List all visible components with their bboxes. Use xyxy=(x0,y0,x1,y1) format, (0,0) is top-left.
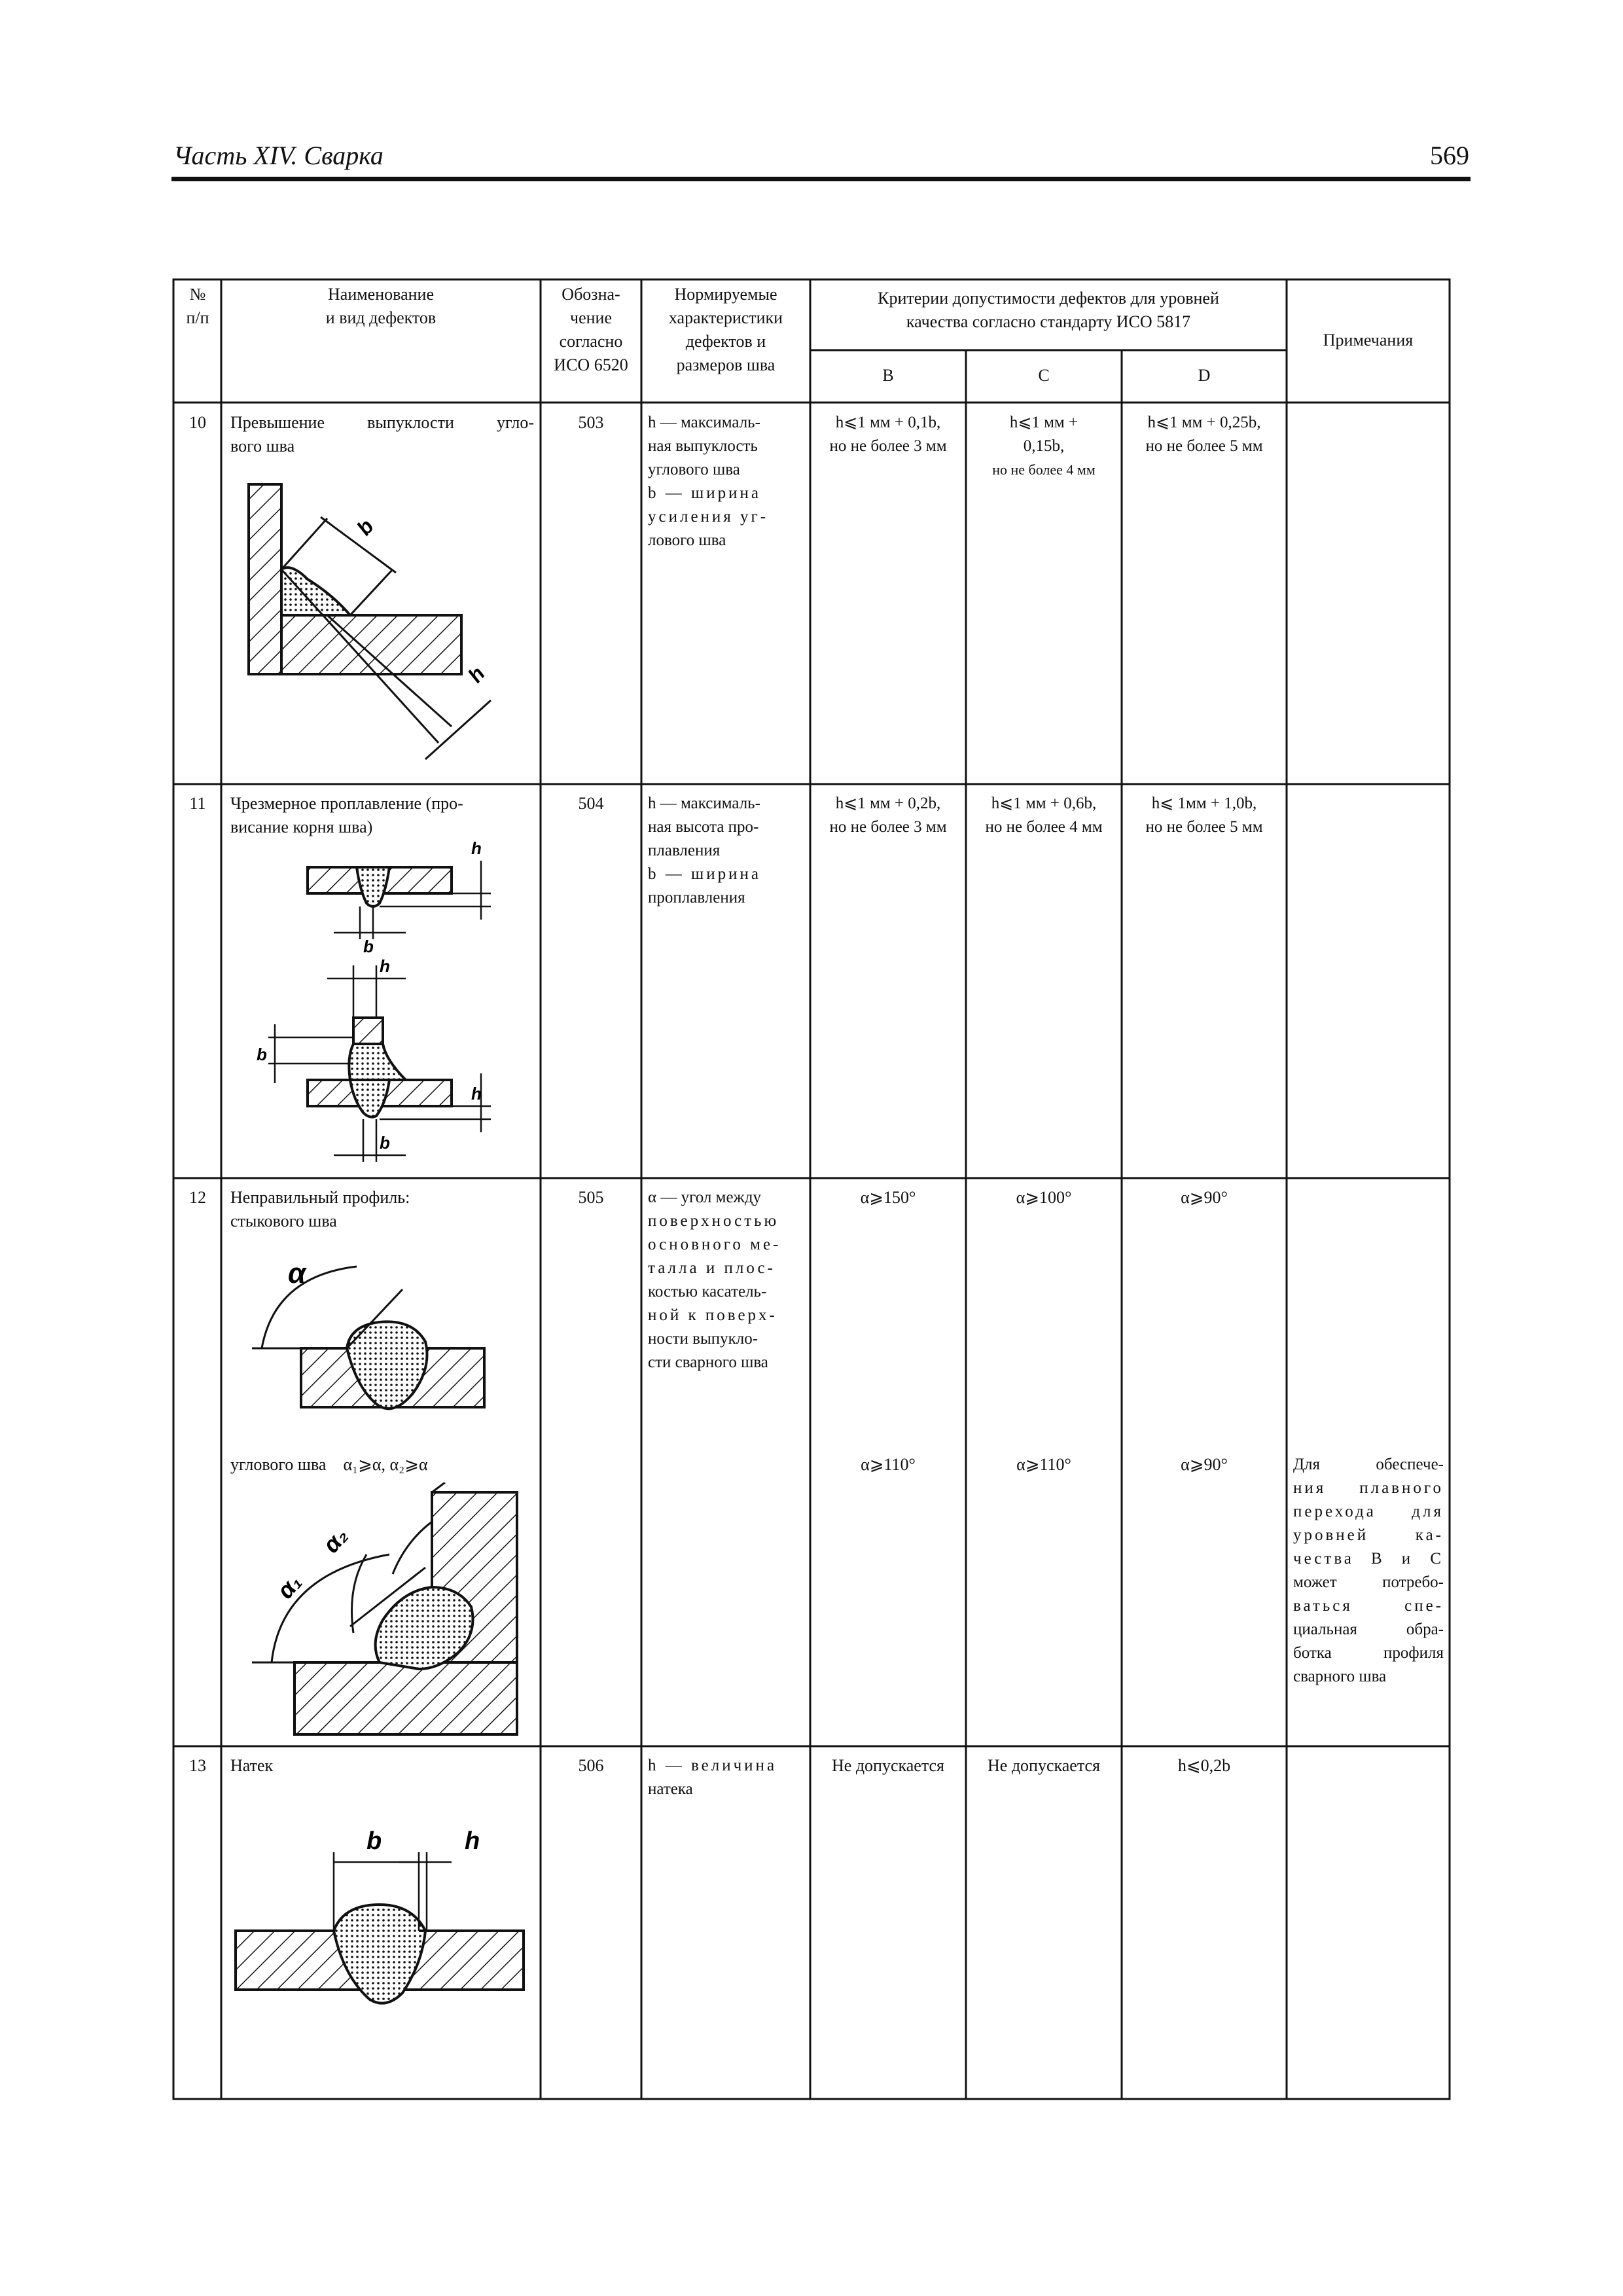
fig12a-label-alpha: α xyxy=(288,1257,306,1289)
row-12-sub-c: α⩾110° xyxy=(1016,1455,1071,1474)
fig11c-label-b: b xyxy=(380,1133,390,1153)
row-10-norm: h — максималь- ная выпуклость углового шва b — ширина усиления уг- лового шва xyxy=(648,414,769,549)
row-13-code: 506 xyxy=(578,1756,604,1775)
fig13-label-h: h xyxy=(465,1827,480,1855)
row-12-b: α⩾150° xyxy=(860,1188,916,1207)
row-12-d: α⩾90° xyxy=(1181,1188,1228,1207)
fig10-label-b: b xyxy=(351,514,378,540)
row-11-num: 11 xyxy=(189,794,206,813)
row-11-norm: h — максималь- ная высота про- плавления b — ширина проплавления xyxy=(648,795,761,906)
header-level-b: B xyxy=(882,366,894,385)
fillet-weld-profile-figure xyxy=(242,1482,524,1744)
header-code: Обозна- чение согласно ИСО 6520 xyxy=(554,285,628,374)
row-10-code: 503 xyxy=(578,413,604,432)
row-10-num: 10 xyxy=(189,413,206,432)
header-level-d: D xyxy=(1198,366,1211,385)
fig13-label-b: b xyxy=(366,1827,382,1855)
row-10-c: h⩽1 мм + 0,15b, но не более 4 мм xyxy=(992,414,1096,478)
fillet-weld-convexity-figure xyxy=(236,471,510,772)
row-12-name: Неправильный профиль: стыкового шва xyxy=(230,1188,410,1230)
row-10-d: h⩽1 мм + 0,25b, но не более 5 мм xyxy=(1145,414,1263,455)
row-12-num: 12 xyxy=(189,1188,206,1207)
page-number: 569 xyxy=(1430,141,1469,170)
row-11-c: h⩽1 мм + 0,6b, но не более 4 мм xyxy=(985,795,1103,836)
row-13-c: Не допускается xyxy=(988,1756,1100,1775)
header-level-c: C xyxy=(1038,366,1050,385)
header-num: № п/п xyxy=(186,285,209,327)
row-13-num: 13 xyxy=(189,1756,206,1775)
row-13-b: Не допускается xyxy=(832,1756,944,1775)
fig12b-label-alpha2: α₂ xyxy=(317,1522,353,1558)
row-12-norm: α — угол между поверхностью основного ме- талла и плос- костью касатель- ной к поверх- ности выпукло- сти сварного шва xyxy=(648,1189,781,1371)
header-name: Наименование и вид дефектов xyxy=(325,285,437,327)
overlap-figure xyxy=(229,1813,530,2016)
row-11-b: h⩽1 мм + 0,2b, но не более 3 мм xyxy=(829,795,947,836)
excess-penetration-figure xyxy=(255,841,517,1168)
row-13-d: h⩽0,2b xyxy=(1177,1756,1231,1775)
row-12-note: Для обеспече- ния плавного перехода для уровней ка- чества B и C может потребо- ваться спе- циальная обра- ботка профиля сварного шва xyxy=(1293,1456,1444,1685)
butt-weld-profile-figure xyxy=(242,1230,517,1440)
row-13-name: Натек xyxy=(230,1756,274,1775)
header-notes: Примечания xyxy=(1323,331,1414,350)
fig11b-label-b: b xyxy=(257,1045,267,1064)
header-criteria: Критерии допустимости дефектов для уровней качества согласно стандарту ИСО 5817 xyxy=(878,289,1219,331)
row-10-name: Превышение выпуклости угло- вого шва xyxy=(230,413,534,456)
row-12-code: 505 xyxy=(578,1188,604,1207)
running-header-title: Часть XIV. Сварка xyxy=(173,141,383,170)
fig11a-label-h: h xyxy=(471,841,482,858)
row-12-sub-name: углового шва α₁⩾α, α₂⩾α xyxy=(230,1455,428,1474)
row-13-norm: h — величина натека xyxy=(648,1757,777,1798)
row-11-d: h⩽ 1мм + 1,0b, но не более 5 мм xyxy=(1145,795,1263,836)
fig11b-label-h: h xyxy=(380,956,390,976)
header-norm: Нормируемые характеристики дефектов и размеров шва xyxy=(668,285,783,374)
fig10-label-h: h xyxy=(463,662,490,687)
fig11c-label-h: h xyxy=(471,1084,482,1103)
row-12-sub-d: α⩾90° xyxy=(1181,1455,1228,1474)
row-10-b: h⩽1 мм + 0,1b, но не более 3 мм xyxy=(829,414,947,455)
row-11-code: 504 xyxy=(578,794,604,813)
fig12b-label-alpha1: α₁ xyxy=(271,1568,307,1604)
row-12-sub-b: α⩾110° xyxy=(861,1455,916,1474)
row-12-c: α⩾100° xyxy=(1016,1188,1072,1207)
row-11-name: Чрезмерное проплавление (про- висание корня шва) xyxy=(230,794,463,836)
fig11a-label-b: b xyxy=(363,937,374,956)
